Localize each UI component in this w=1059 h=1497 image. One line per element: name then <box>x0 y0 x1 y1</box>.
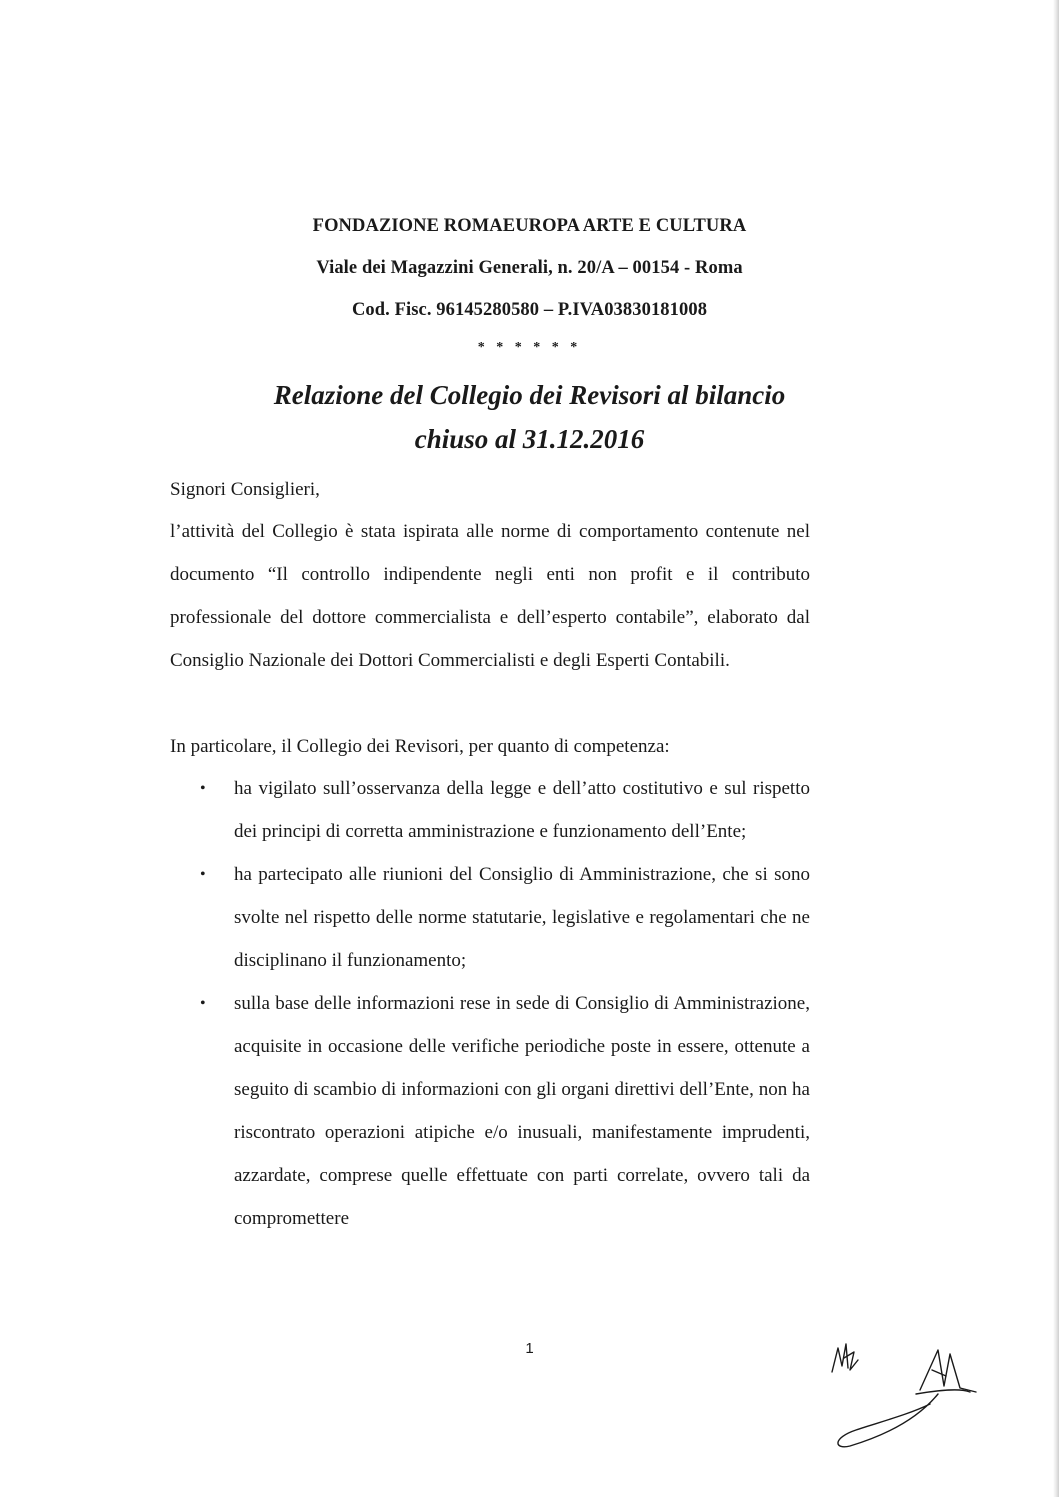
salutation: Signori Consiglieri, <box>170 479 320 500</box>
document-title-line1: Relazione del Collegio dei Revisori al bilancio <box>273 380 786 410</box>
separator: * * * * * * <box>477 340 582 355</box>
org-name: FONDAZIONE ROMAEUROPA ARTE E CULTURA <box>312 216 747 236</box>
signature-stroke <box>844 1352 858 1370</box>
bullet-icon: • <box>200 780 206 797</box>
bullet-icon: • <box>200 995 206 1012</box>
list-item <box>200 767 810 853</box>
document-title-line2: chiuso al 31.12.2016 <box>414 424 645 454</box>
signature-stroke <box>916 1390 970 1394</box>
lead-paragraph: In particolare, il Collegio dei Revisori, per quanto di competenza: <box>170 736 670 757</box>
intro-paragraph: l’attività del Collegio è stata ispirata alle norme di comportamento contenute nel documento “Il controllo indipendente negli enti non profit e il contributo professionale del dottore commercialista e dell’esperto contabile”, elaborato dal Consiglio Nazionale dei Dottori Commercialisti e degli Esperti Contabili. <box>170 521 810 671</box>
signature-stroke <box>838 1394 938 1447</box>
list-item-text: sulla base delle informazioni rese in sede di Consiglio di Amministrazione, acquisite in occasione delle verifiche periodiche poste in essere, ottenute a seguito di scambio di informazioni con gli organi direttivi dell’Ente, non ha riscontrato operazioni atipiche e/o inusuali, manifestamente imprudenti, azzardate, comprese quelle effettuate con parti correlate, ovvero tali da compromettere <box>234 993 810 1229</box>
list-item <box>200 853 810 982</box>
page-number: 1 <box>525 1340 534 1357</box>
list-item <box>200 982 810 1240</box>
signature-stroke <box>932 1370 946 1376</box>
list-item-text: ha vigilato sull’osservanza della legge e dell’atto costitutivo e sul rispetto dei principi di corretta amministrazione e funzionamento dell’Ente; <box>234 778 810 842</box>
org-address: Viale dei Magazzini Generali, n. 20/A – 00154 - Roma <box>316 258 743 278</box>
signature-stroke <box>832 1344 848 1372</box>
list-item-text: ha partecipato alle riunioni del Consiglio di Amministrazione, che si sono svolte nel rispetto delle norme statutarie, legislative e regolamentari che ne disciplinano il funzionamento; <box>234 864 810 971</box>
bullet-list <box>200 767 810 1240</box>
bullet-icon: • <box>200 866 206 883</box>
handwritten-signatures <box>820 1330 990 1470</box>
org-tax-ids: Cod. Fisc. 96145280580 – P.IVA03830181008 <box>351 300 708 320</box>
signature-stroke <box>920 1350 976 1392</box>
